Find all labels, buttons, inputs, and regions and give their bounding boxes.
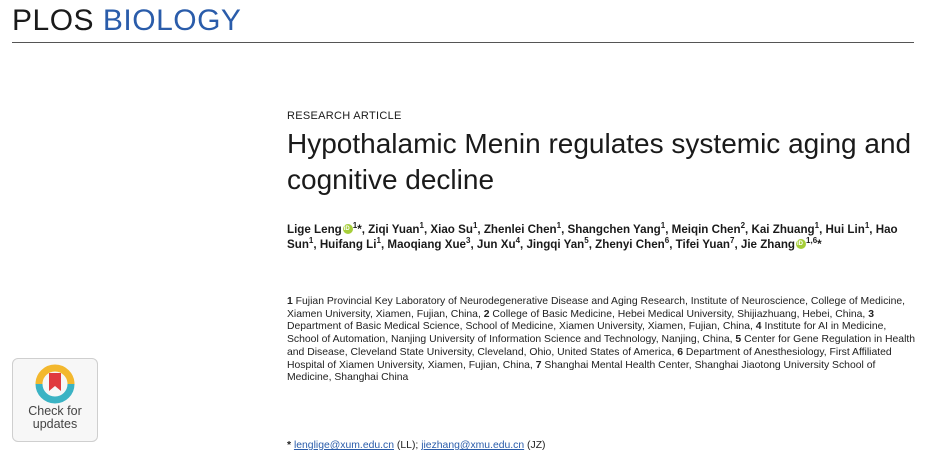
affiliation-text: Department of Basic Medical Science, School of Medicine, Xiamen University, Xiamen, Fujian, China, <box>287 321 753 333</box>
affiliation-text: Department of Anesthesiology, First Affiliated Hospital of Xiamen University, Xiamen, Fujian, China, <box>287 346 892 371</box>
author-affiliation-sup: 7 <box>729 236 735 246</box>
author <box>430 223 477 236</box>
author-name: Maoqiang Xue <box>387 238 466 251</box>
journal-name-biology: BIOLOGY <box>102 4 242 37</box>
affiliation-text: Fujian Provincial Key Laboratory of Neurodegenerative Disease and Aging Research, Institute of Neuroscience, College of Medicine, Xiamen University, Xiamen, Fujian, China, <box>287 296 906 320</box>
author-affiliation-sup: 1 <box>556 221 562 231</box>
affiliation-number: 3 <box>868 308 874 320</box>
author <box>387 238 470 251</box>
author <box>826 223 870 236</box>
author-affiliation-sup: 1 <box>376 236 381 246</box>
author-name: Jie Zhang <box>740 238 796 251</box>
author-name: Jun Xu <box>476 238 516 251</box>
author-name: Zhenyi Chen <box>595 238 665 251</box>
article-title: Hypothalamic Menin regulates systemic aging and cognitive decline <box>287 128 912 195</box>
crossmark-icon <box>35 364 75 404</box>
author-name: Shangchen Yang <box>567 223 661 236</box>
article-type: RESEARCH ARTICLE <box>287 110 402 122</box>
correspondence-tag-jz: (JZ) <box>527 440 546 451</box>
updates-badge-line1: Check for <box>28 404 82 418</box>
author-affiliation-sup: 5 <box>584 236 589 246</box>
author <box>741 238 822 251</box>
author-affiliation-sup: 1 <box>660 221 666 231</box>
header-divider <box>12 42 914 43</box>
affiliation-number: 2 <box>483 308 490 320</box>
author-name: Lige Leng <box>287 223 342 236</box>
affiliation-text: Institute for AI in Medicine, School of Automation, Nanjing University of Information Science and Technology, Nanjing, China, <box>287 321 887 346</box>
author <box>287 223 362 236</box>
journal-header <box>12 4 241 38</box>
affiliation-number: 1 <box>287 296 293 307</box>
orcid-icon[interactable] <box>343 224 353 234</box>
author <box>526 238 588 251</box>
affiliation-list <box>287 296 917 385</box>
author-name: Jingqi Yan <box>526 238 585 251</box>
author-affiliation-sup: 4 <box>515 236 521 246</box>
author <box>320 238 381 251</box>
author <box>368 223 424 236</box>
author <box>568 223 666 236</box>
affiliation-number: 4 <box>755 321 762 333</box>
author-name: Meiqin Chen <box>671 223 741 236</box>
author-name: Huifang Li <box>319 238 377 251</box>
corresponding-author-star: * <box>817 238 822 251</box>
affiliation-text: College of Basic Medicine, Hebei Medical University, Shijiazhuang, Hebei, China, <box>492 308 866 320</box>
author-affiliation-sup: 6 <box>664 236 670 246</box>
author-name: Kai Zhuang <box>751 223 815 236</box>
author-name: Hao Sun <box>287 223 898 251</box>
author-affiliation-sup: 1 <box>308 236 314 246</box>
affiliation-number: 7 <box>535 359 542 371</box>
author <box>676 238 735 251</box>
check-for-updates-badge[interactable] <box>12 358 98 442</box>
author <box>484 223 561 236</box>
author-name: Hui Lin <box>825 223 865 236</box>
email-link-ll[interactable]: lenglige@xum.edu.cn <box>293 440 395 451</box>
author-affiliation-sup: 3 <box>466 236 471 246</box>
correspondence-star: * <box>287 440 292 451</box>
affiliation <box>484 309 866 320</box>
affiliation-text: Shanghai Mental Health Center, Shanghai Jiaotong University School of Medicine, Shanghai China <box>287 359 876 384</box>
author-affiliation-sup: 1 <box>352 221 358 231</box>
orcid-icon[interactable] <box>796 239 806 249</box>
author <box>751 223 819 236</box>
author-name: Zhenlei Chen <box>483 223 557 236</box>
author-affiliation-sup: 2 <box>740 221 746 231</box>
author <box>672 223 745 236</box>
author-affiliation-sup: 1 <box>814 221 820 231</box>
author-name: Xiao Su <box>430 223 473 236</box>
affiliation-number: 6 <box>677 346 684 358</box>
correspondence <box>287 440 546 451</box>
corresponding-author-star: * <box>357 223 362 236</box>
author <box>595 238 669 251</box>
journal-name-plos: PLOS <box>12 4 95 37</box>
author-name: Tifei Yuan <box>675 238 730 251</box>
author-list: Lige LengiD $^1$*, Ziqi Yuan$^1$, Xiao Su$^1$, Zhenlei Chen$^1$, Shangchen Yang$^1$, Meiqin Chen$^2$, Kai Zhuang$^1$, Hui Lin$^1$, Hao Sun$^1$, Huifang Li$^1$, Maoqiang Xue$^3$, Jun Xu$^4$, Jingqi Yan$^5$, Zhenyi Chen$^6$, Tifei Yuan$^7$, Jie ZhangiD $^{1,6}$* <box>287 222 917 252</box>
author-affiliation-sup: 1 <box>472 221 478 231</box>
author-name: Ziqi Yuan <box>368 223 420 236</box>
affiliation-number: 5 <box>735 334 742 346</box>
author-affiliation-sup: 1 <box>864 221 870 231</box>
email-link-jz[interactable]: jiezhang@xmu.edu.cn <box>421 440 525 451</box>
affiliation-text: Center for Gene Regulation in Health and Disease, Cleveland State University, Cleveland, Ohio, United States of America, <box>287 334 916 358</box>
author <box>477 238 520 251</box>
author-affiliation-sup: 1,6 <box>806 236 818 246</box>
author-affiliation-sup: 1 <box>419 221 424 231</box>
correspondence-tag-ll: (LL); <box>396 440 419 451</box>
updates-badge-line2: updates <box>32 417 78 431</box>
